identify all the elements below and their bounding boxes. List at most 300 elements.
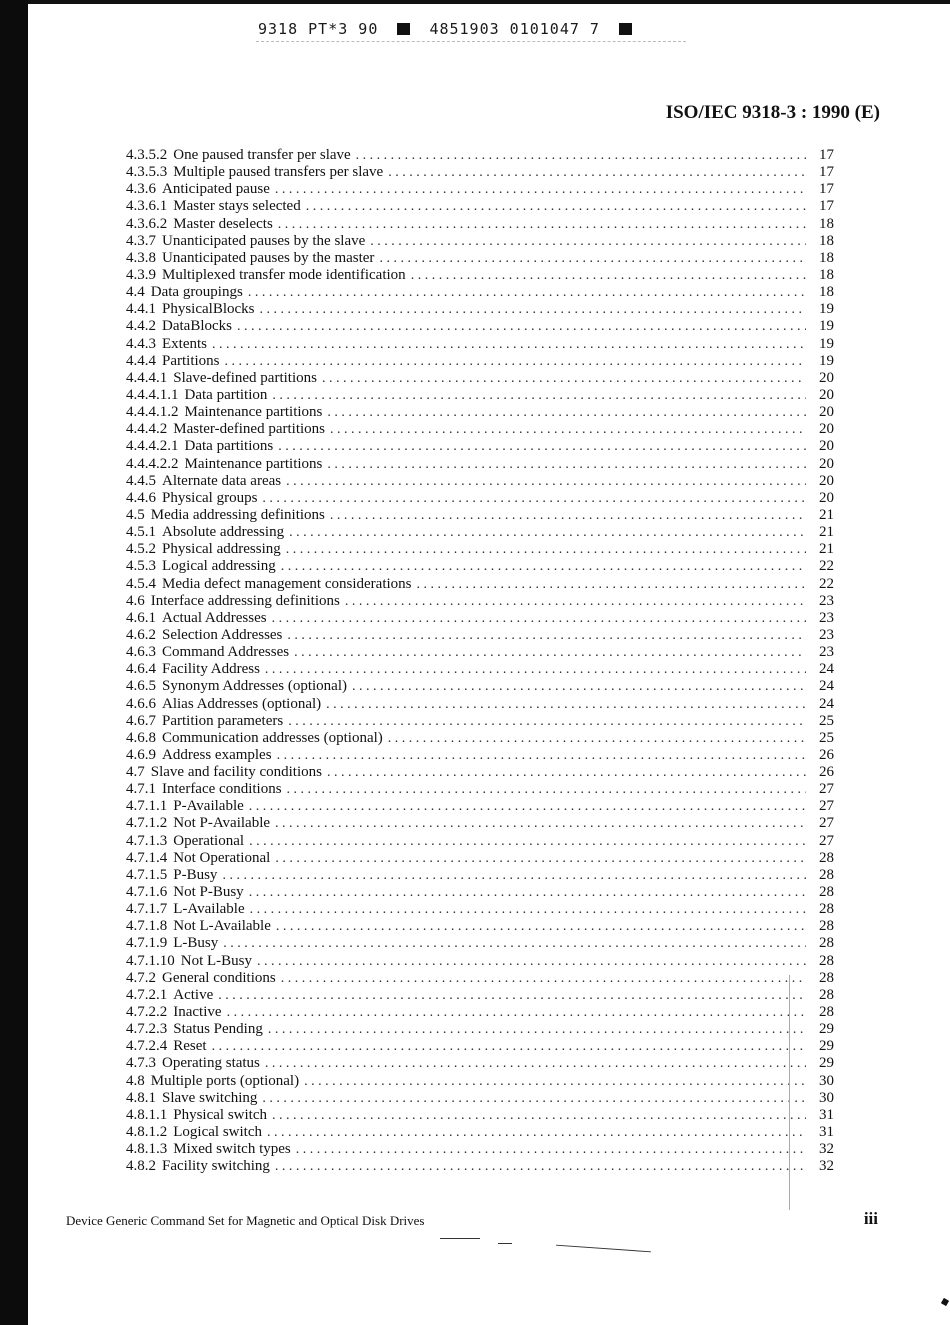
toc-entry-page: 23 <box>819 644 834 661</box>
toc-entry-title: Data partition <box>184 386 268 403</box>
toc-entry-title: Multiple ports (optional) <box>150 1072 300 1089</box>
toc-entry-page: 24 <box>819 678 834 695</box>
toc-entry <box>126 267 834 284</box>
toc-entry-title: Address examples <box>162 746 272 763</box>
toc-entry-page: 29 <box>819 1038 834 1055</box>
toc-entry-label <box>126 164 388 181</box>
toc-entry-page: 25 <box>819 729 834 746</box>
toc-entry-title: Anticipated pause <box>162 181 270 198</box>
toc-entry-title: Data partitions <box>184 438 274 455</box>
toc-entry-title: Operational <box>173 832 245 849</box>
toc-entry-title: Physical switch <box>173 1106 267 1123</box>
toc-entry-label <box>126 490 262 507</box>
toc-entry <box>126 747 834 764</box>
toc-dot-leader <box>417 576 807 593</box>
toc-entry-label <box>126 198 306 215</box>
toc-entry <box>126 387 834 404</box>
toc-entry <box>126 644 834 661</box>
toc-entry-title: Inactive <box>173 1004 222 1021</box>
scan-mark <box>440 1238 480 1239</box>
toc-entry <box>126 456 834 473</box>
toc-entry <box>126 353 834 370</box>
toc-entry <box>126 1038 834 1055</box>
toc-entry-title: Not P-Available <box>173 815 271 832</box>
toc-entry-title: Operating status <box>162 1055 260 1072</box>
toc-dot-leader <box>306 198 806 215</box>
toc-entry-number: 4.8.2 <box>126 1158 156 1175</box>
toc-entry-title: Mixed switch types <box>173 1141 291 1158</box>
toc-entry-page: 23 <box>819 609 834 626</box>
toc-entry <box>126 284 834 301</box>
toc-entry-number: 4.5 <box>126 506 145 523</box>
toc-entry-page: 28 <box>819 884 834 901</box>
toc-entry-title: Slave switching <box>162 1089 258 1106</box>
toc-entry <box>126 730 834 747</box>
toc-entry <box>126 336 834 353</box>
toc-entry-label <box>126 593 345 610</box>
toc-entry-number: 4.6.3 <box>126 644 156 661</box>
toc-dot-leader <box>275 815 806 832</box>
toc-entry-label <box>126 850 275 867</box>
toc-entry-number: 4.7.2.4 <box>126 1038 168 1055</box>
toc-entry-page: 17 <box>819 147 834 163</box>
toc-dot-leader <box>260 301 807 318</box>
barcode-text-1: 9318 PT*3 90 <box>258 20 379 38</box>
toc-entry-title: Multiple paused transfers per slave <box>173 164 384 181</box>
toc-dot-leader <box>286 541 806 558</box>
toc-entry-number: 4.6.1 <box>126 609 156 626</box>
toc-entry-page: 27 <box>819 781 834 798</box>
toc-entry <box>126 627 834 644</box>
toc-entry-label <box>126 1158 275 1175</box>
toc-entry-number: 4.3.7 <box>126 232 156 249</box>
toc-dot-leader <box>294 644 806 661</box>
toc-entry-number: 4.3.5.2 <box>126 147 168 163</box>
toc-entry-title: P-Available <box>173 798 244 815</box>
toc-entry-number: 4.7.2.1 <box>126 986 168 1003</box>
toc-entry <box>126 301 834 318</box>
toc-dot-leader <box>356 147 806 164</box>
toc-dot-leader <box>250 901 806 918</box>
toc-entry-page: 19 <box>819 352 834 369</box>
toc-entry <box>126 918 834 935</box>
toc-entry-label <box>126 370 322 387</box>
toc-entry <box>126 576 834 593</box>
scan-mark <box>498 1243 512 1244</box>
toc-entry-number: 4.7.2.2 <box>126 1004 168 1021</box>
toc-entry-title: Not P-Busy <box>173 884 244 901</box>
toc-dot-leader <box>227 1004 806 1021</box>
toc-dot-leader <box>388 164 806 181</box>
toc-entry-page: 17 <box>819 164 834 181</box>
toc-dot-leader <box>275 850 806 867</box>
toc-entry-title: Maintenance partitions <box>184 455 323 472</box>
toc-entry <box>126 404 834 421</box>
toc-entry-number: 4.8.1.2 <box>126 1124 168 1141</box>
toc-entry-number: 4.8.1.1 <box>126 1106 168 1123</box>
toc-entry-label <box>126 1107 272 1124</box>
toc-entry-page: 29 <box>819 1021 834 1038</box>
toc-dot-leader <box>212 336 806 353</box>
toc-dot-leader <box>272 1107 806 1124</box>
toc-entry-title: DataBlocks <box>162 318 232 335</box>
toc-entry-number: 4.7.2.3 <box>126 1021 168 1038</box>
toc-entry <box>126 524 834 541</box>
toc-entry-label <box>126 1055 265 1072</box>
toc-entry-title: Not Operational <box>173 849 271 866</box>
toc-entry-label <box>126 610 272 627</box>
toc-entry-number: 4.7.1.9 <box>126 935 168 952</box>
toc-entry-page: 20 <box>819 421 834 438</box>
toc-dot-leader <box>265 1055 806 1072</box>
toc-entry-title: Unanticipated pauses by the master <box>162 249 375 266</box>
toc-entry <box>126 1107 834 1124</box>
toc-entry-title: Active <box>173 986 214 1003</box>
toc-entry-number: 4.3.6 <box>126 181 156 198</box>
toc-entry-number: 4.3.5.3 <box>126 164 168 181</box>
toc-entry-number: 4.6.2 <box>126 626 156 643</box>
toc-entry-page: 19 <box>819 318 834 335</box>
toc-entry-title: PhysicalBlocks <box>162 301 255 318</box>
toc-entry-title: Extents <box>162 335 207 352</box>
toc-dot-leader <box>268 1021 806 1038</box>
scan-noise-line <box>256 41 686 43</box>
scan-edge-shadow <box>0 0 28 1325</box>
toc-entry-label <box>126 678 352 695</box>
toc-entry-number: 4.3.6.1 <box>126 198 168 215</box>
toc-entry-label <box>126 353 225 370</box>
toc-entry <box>126 953 834 970</box>
toc-entry-page: 31 <box>819 1124 834 1141</box>
toc-entry-page: 17 <box>819 181 834 198</box>
toc-entry-title: Physical groups <box>162 489 258 506</box>
toc-entry-page: 18 <box>819 266 834 283</box>
toc-entry-number: 4.8.1.3 <box>126 1141 168 1158</box>
toc-entry-label <box>126 147 356 164</box>
toc-entry <box>126 507 834 524</box>
toc-dot-leader <box>275 1158 806 1175</box>
toc-entry <box>126 935 834 952</box>
toc-entry-label <box>126 387 272 404</box>
toc-entry-number: 4.4.3 <box>126 335 156 352</box>
toc-entry-label <box>126 935 223 952</box>
toc-entry-page: 28 <box>819 969 834 986</box>
toc-entry-label <box>126 953 257 970</box>
toc-entry-page: 20 <box>819 472 834 489</box>
toc-entry <box>126 1141 834 1158</box>
toc-entry-label <box>126 747 277 764</box>
toc-dot-leader <box>388 730 806 747</box>
toc-entry-title: Alternate data areas <box>162 472 282 489</box>
toc-entry <box>126 370 834 387</box>
toc-entry-page: 19 <box>819 335 834 352</box>
toc-entry <box>126 181 834 198</box>
toc-entry-page: 28 <box>819 918 834 935</box>
toc-dot-leader <box>262 1090 806 1107</box>
toc-entry-title: Not L-Available <box>173 918 271 935</box>
toc-entry-label <box>126 884 249 901</box>
toc-entry-number: 4.5.1 <box>126 524 156 541</box>
toc-entry-label <box>126 1090 262 1107</box>
toc-entry-page: 20 <box>819 438 834 455</box>
toc-entry-label <box>126 661 265 678</box>
toc-entry-page: 19 <box>819 301 834 318</box>
toc-entry <box>126 233 834 250</box>
toc-entry-number: 4.5.2 <box>126 541 156 558</box>
toc-entry <box>126 661 834 678</box>
toc-entry-label <box>126 233 370 250</box>
toc-entry <box>126 147 834 164</box>
toc-entry-number: 4.6.6 <box>126 695 156 712</box>
toc-dot-leader <box>287 781 806 798</box>
toc-entry-number: 4.4.4 <box>126 352 156 369</box>
toc-entry <box>126 1073 834 1090</box>
toc-entry-page: 27 <box>819 815 834 832</box>
toc-entry-number: 4.7.1.1 <box>126 798 168 815</box>
toc-entry <box>126 250 834 267</box>
toc-entry-title: Slave-defined partitions <box>173 369 317 386</box>
barcode-text-2: 4851903 0101047 7 <box>429 20 600 38</box>
toc-entry-label <box>126 987 218 1004</box>
toc-entry-label <box>126 507 330 524</box>
toc-entry-page: 18 <box>819 249 834 266</box>
toc-dot-leader <box>281 558 806 575</box>
toc-dot-leader <box>327 456 806 473</box>
toc-dot-leader <box>289 524 806 541</box>
toc-entry-label <box>126 798 249 815</box>
toc-entry-page: 21 <box>819 541 834 558</box>
toc-entry <box>126 850 834 867</box>
toc-entry <box>126 541 834 558</box>
toc-entry-page: 30 <box>819 1089 834 1106</box>
toc-entry <box>126 764 834 781</box>
toc-entry-page: 28 <box>819 901 834 918</box>
toc-entry-number: 4.7.1 <box>126 781 156 798</box>
toc-dot-leader <box>222 867 806 884</box>
toc-entry-number: 4.8.1 <box>126 1089 156 1106</box>
toc-entry-number: 4.8 <box>126 1072 145 1089</box>
toc-entry-title: Communication addresses (optional) <box>162 729 383 746</box>
toc-entry-page: 28 <box>819 849 834 866</box>
toc-entry <box>126 1021 834 1038</box>
toc-entry-title: Data groupings <box>150 284 243 301</box>
toc-entry <box>126 558 834 575</box>
toc-entry-number: 4.5.4 <box>126 575 156 592</box>
toc-entry <box>126 216 834 233</box>
toc-entry <box>126 198 834 215</box>
toc-entry-label <box>126 473 286 490</box>
toc-entry-number: 4.4.5 <box>126 472 156 489</box>
toc-entry-title: Actual Addresses <box>162 609 267 626</box>
toc-entry <box>126 1124 834 1141</box>
toc-entry <box>126 815 834 832</box>
toc-entry-number: 4.3.8 <box>126 249 156 266</box>
toc-entry-number: 4.4.4.1 <box>126 369 168 386</box>
toc-entry-title: Interface addressing definitions <box>150 592 340 609</box>
toc-entry-label <box>126 644 294 661</box>
toc-entry-page: 24 <box>819 661 834 678</box>
toc-entry-page: 17 <box>819 198 834 215</box>
toc-dot-leader <box>327 764 806 781</box>
toc-entry-number: 4.6 <box>126 592 145 609</box>
toc-dot-leader <box>287 627 806 644</box>
toc-entry-page: 18 <box>819 232 834 249</box>
toc-entry-page: 32 <box>819 1141 834 1158</box>
document-id: ISO/IEC 9318-3 : 1990 (E) <box>665 102 880 123</box>
toc-entry-label <box>126 301 260 318</box>
toc-entry-title: Partition parameters <box>162 712 284 729</box>
toc-entry-page: 29 <box>819 1055 834 1072</box>
toc-dot-leader <box>278 438 806 455</box>
toc-entry <box>126 970 834 987</box>
toc-dot-leader <box>288 713 806 730</box>
toc-entry-label <box>126 421 330 438</box>
toc-dot-leader <box>248 284 806 301</box>
toc-entry-label <box>126 713 288 730</box>
barcode-block-icon <box>397 23 410 35</box>
toc-entry-title: Media addressing definitions <box>150 506 325 523</box>
toc-entry-page: 28 <box>819 935 834 952</box>
toc-entry-number: 4.4.6 <box>126 489 156 506</box>
toc-entry-number: 4.7.1.6 <box>126 884 168 901</box>
toc-entry-page: 28 <box>819 866 834 883</box>
toc-entry <box>126 1055 834 1072</box>
toc-entry-number: 4.6.4 <box>126 661 156 678</box>
toc-entry-page: 26 <box>819 764 834 781</box>
toc-entry-page: 23 <box>819 626 834 643</box>
footer-title: Device Generic Command Set for Magnetic and Optical Disk Drives <box>66 1213 425 1228</box>
toc-dot-leader <box>379 250 806 267</box>
toc-entry-title: Reset <box>173 1038 207 1055</box>
toc-entry <box>126 473 834 490</box>
toc-entry-title: Multiplexed transfer mode identification <box>162 266 406 283</box>
toc-entry <box>126 987 834 1004</box>
toc-entry-label <box>126 970 281 987</box>
toc-entry-number: 4.7.1.5 <box>126 866 168 883</box>
toc-entry-page: 21 <box>819 524 834 541</box>
toc-entry-number: 4.6.7 <box>126 712 156 729</box>
toc-dot-leader <box>225 353 806 370</box>
toc-entry-title: Maintenance partitions <box>184 404 323 421</box>
toc-entry-number: 4.4.4.2 <box>126 421 168 438</box>
toc-entry-label <box>126 764 327 781</box>
toc-entry <box>126 713 834 730</box>
toc-dot-leader <box>330 507 806 524</box>
toc-entry-label <box>126 1038 212 1055</box>
toc-dot-leader <box>272 387 806 404</box>
toc-entry-number: 4.7.1.7 <box>126 901 168 918</box>
toc-entry-page: 31 <box>819 1106 834 1123</box>
toc-entry-label <box>126 267 411 284</box>
toc-entry-page: 28 <box>819 1004 834 1021</box>
toc-entry-label <box>126 456 327 473</box>
toc-dot-leader <box>330 421 806 438</box>
toc-entry-title: Synonym Addresses (optional) <box>162 678 347 695</box>
toc-entry-page: 23 <box>819 592 834 609</box>
toc-entry-page: 22 <box>819 558 834 575</box>
toc-dot-leader <box>281 970 806 987</box>
toc-entry-label <box>126 558 281 575</box>
toc-entry <box>126 1158 834 1175</box>
toc-entry-title: Selection Addresses <box>162 626 283 643</box>
toc-entry <box>126 593 834 610</box>
toc-entry-page: 20 <box>819 386 834 403</box>
toc-entry-label <box>126 918 276 935</box>
toc-entry <box>126 438 834 455</box>
toc-entry-number: 4.6.9 <box>126 746 156 763</box>
toc-entry-label <box>126 696 326 713</box>
toc-dot-leader <box>326 696 806 713</box>
toc-entry-label <box>126 1141 296 1158</box>
toc-dot-leader <box>249 798 806 815</box>
toc-entry-title: L-Busy <box>173 935 219 952</box>
toc-entry-title: Physical addressing <box>162 541 281 558</box>
toc-entry-label <box>126 1004 227 1021</box>
toc-entry-number: 4.5.3 <box>126 558 156 575</box>
toc-entry-page: 18 <box>819 215 834 232</box>
toc-entry-page: 20 <box>819 369 834 386</box>
toc-entry-page: 22 <box>819 575 834 592</box>
toc-entry <box>126 1004 834 1021</box>
toc-dot-leader <box>249 884 806 901</box>
toc-entry-title: Master stays selected <box>173 198 301 215</box>
toc-entry-title: Alias Addresses (optional) <box>162 695 322 712</box>
toc-entry-title: Facility switching <box>162 1158 270 1175</box>
toc-entry-number: 4.4.4.1.2 <box>126 404 179 421</box>
toc-dot-leader <box>218 987 806 1004</box>
toc-dot-leader <box>286 473 806 490</box>
toc-entry-title: Master deselects <box>173 215 273 232</box>
toc-entry <box>126 781 834 798</box>
toc-entry-number: 4.7.1.2 <box>126 815 168 832</box>
toc-entry-page: 28 <box>819 986 834 1003</box>
toc-entry-number: 4.4.2 <box>126 318 156 335</box>
toc-dot-leader <box>275 181 806 198</box>
toc-entry <box>126 867 834 884</box>
toc-entry-number: 4.7.1.3 <box>126 832 168 849</box>
barcode-block-icon <box>619 23 632 35</box>
toc-dot-leader <box>276 918 806 935</box>
toc-dot-leader <box>249 833 806 850</box>
toc-entry-label <box>126 627 287 644</box>
toc-entry-title: Partitions <box>162 352 220 369</box>
toc-entry-number: 4.4.4.2.1 <box>126 438 179 455</box>
toc-entry-title: Unanticipated pauses by the slave <box>162 232 366 249</box>
footer-page-number: iii <box>863 1209 878 1228</box>
toc-entry-label <box>126 284 248 301</box>
toc-entry-number: 4.4.4.2.2 <box>126 455 179 472</box>
toc-entry-page: 20 <box>819 489 834 506</box>
toc-entry-label <box>126 438 278 455</box>
toc-entry-title: One paused transfer per slave <box>173 147 351 163</box>
toc-dot-leader <box>278 216 806 233</box>
toc-entry <box>126 610 834 627</box>
toc-entry-number: 4.6.5 <box>126 678 156 695</box>
scan-corner-mark <box>941 1298 949 1306</box>
toc-entry <box>126 490 834 507</box>
toc-entry <box>126 884 834 901</box>
toc-entry-page: 24 <box>819 695 834 712</box>
toc-entry-title: Interface conditions <box>162 781 282 798</box>
toc-entry-title: P-Busy <box>173 866 218 883</box>
toc-entry-number: 4.7.1.10 <box>126 952 175 969</box>
toc-entry-title: Status Pending <box>173 1021 263 1038</box>
toc-entry-label <box>126 1124 267 1141</box>
toc-entry <box>126 318 834 335</box>
toc-entry-number: 4.4.4.1.1 <box>126 386 179 403</box>
toc-dot-leader <box>304 1073 806 1090</box>
toc-entry-number: 4.3.6.2 <box>126 215 168 232</box>
